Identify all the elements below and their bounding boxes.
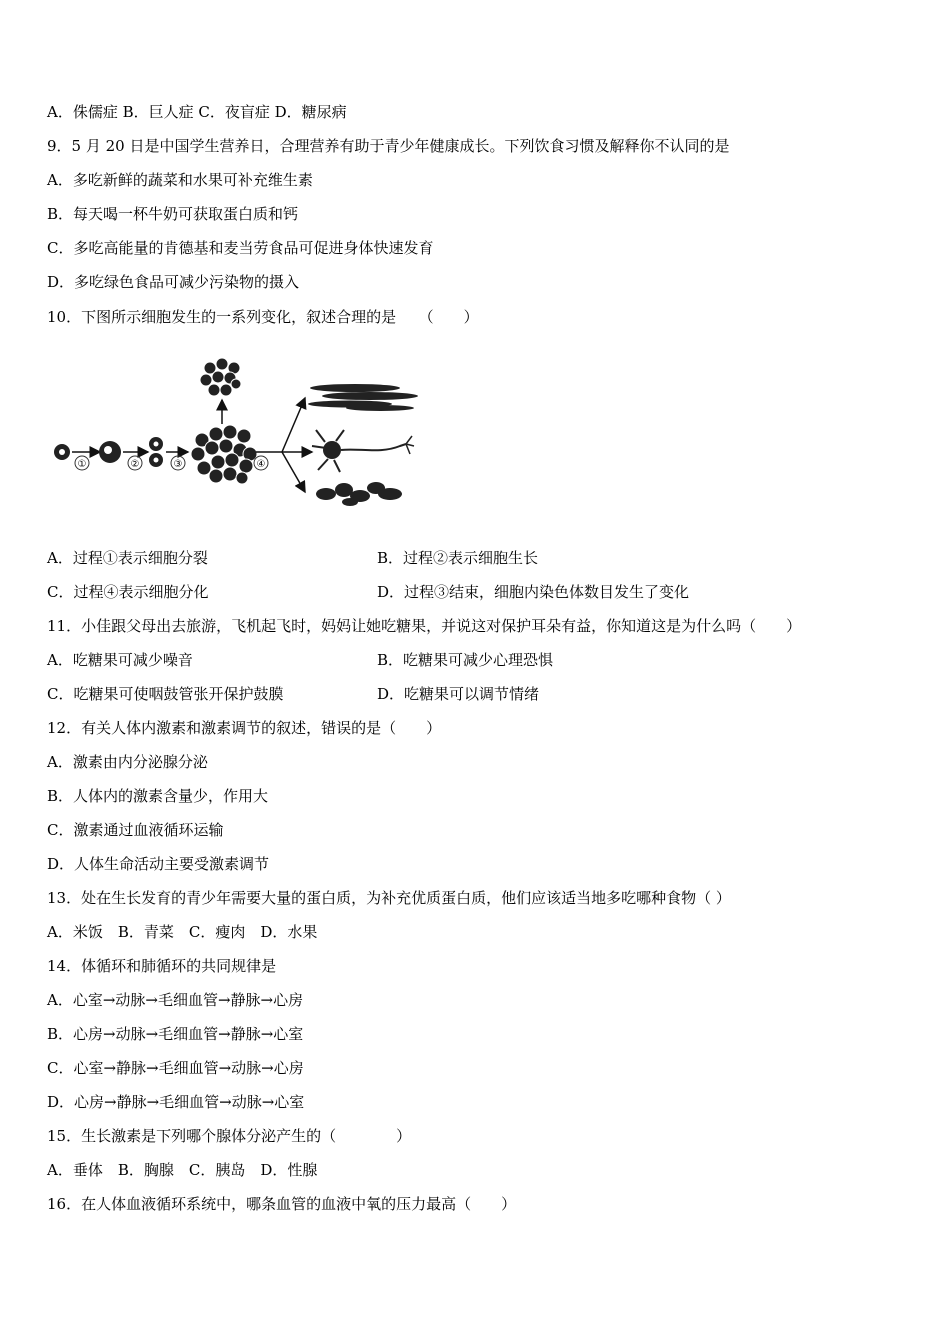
q9-option-b: B．每天喝一杯牛奶可获取蛋白质和钙 — [47, 205, 299, 223]
q13-stem: 13．处在生长发育的青少年需要大量的蛋白质，为补充优质蛋白质，他们应该适当地多吃哪种食物（ ） — [47, 889, 731, 907]
q11-stem: 11．小佳跟父母出去旅游，飞机起飞时，妈妈让她吃糖果，并说这对保护耳朵有益，你知道这是为什么吗（ ） — [47, 617, 802, 635]
single-cell — [54, 444, 70, 460]
q9-option-c: C．多吃高能量的肯德基和麦当劳食品可促进身体快速发育 — [47, 239, 434, 257]
arrow-4-up — [282, 398, 305, 452]
q12-option-d: D．人体生命活动主要受激素调节 — [47, 855, 270, 873]
q14-option-a: A．心室→动脉→毛细血管→静脉→心房 — [47, 991, 304, 1009]
label-1 — [75, 456, 89, 470]
q14-option-b: B．心房→动脉→毛细血管→静脉→心室 — [47, 1025, 304, 1043]
q12-option-a: A．激素由内分泌腺分泌 — [47, 753, 208, 771]
q9-stem: 9．5 月 20 日是中国学生营养日，合理营养有助于青少年健康成长。下列饮食习惯及解释你不认同的是 — [47, 137, 730, 155]
grown-cell — [99, 441, 121, 463]
q11-option-c: C．吃糖果可使咽鼓管张开保护鼓膜 — [47, 685, 284, 703]
q10-option-d: D．过程③结束，细胞内染色体数目发生了变化 — [377, 583, 690, 601]
q12-stem: 12．有关人体内激素和激素调节的叙述，错误的是（ ） — [47, 719, 442, 737]
svg-text:③: ③ — [173, 459, 183, 470]
svg-text:②: ② — [130, 459, 140, 470]
cell-change-figure — [50, 350, 430, 515]
svg-text:④: ④ — [256, 459, 266, 470]
q14-option-d: D．心房→静脉→毛细血管→动脉→心室 — [47, 1093, 305, 1111]
svg-text:①: ① — [77, 459, 87, 470]
q16-stem: 16．在人体血液循环系统中，哪条血管的血液中氧的压力最高（ ） — [47, 1195, 517, 1213]
arrow-4-down — [282, 452, 305, 492]
q15-stem: 15．生长激素是下列哪个腺体分泌产生的（ ） — [47, 1127, 412, 1145]
q12-option-b: B．人体内的激素含量少，作用大 — [47, 787, 269, 805]
nerve-cell — [312, 430, 414, 472]
q9-option-a: A．多吃新鲜的蔬菜和水果可补充维生素 — [47, 171, 313, 189]
q10-stem: 10．下图所示细胞发生的一系列变化，叙述合理的是 （ ） — [47, 308, 479, 326]
q9-option-d: D．多吃绿色食品可减少污染物的摄入 — [47, 273, 300, 291]
q8-options: A．侏儒症 B．巨人症 C．夜盲症 D．糖尿病 — [47, 103, 347, 121]
q14-option-c: C．心室→静脉→毛细血管→动脉→心房 — [47, 1059, 304, 1077]
upper-cluster — [200, 358, 241, 396]
q12-option-c: C．激素通过血液循环运输 — [47, 821, 224, 839]
q10-option-a: A．过程①表示细胞分裂 — [47, 549, 208, 567]
q13-options: A．米饭 B．青菜 C．瘦肉 D．水果 — [47, 923, 318, 941]
label-4 — [254, 456, 268, 470]
q14-stem: 14．体循环和肺循环的共同规律是 — [47, 957, 277, 975]
muscle-tissue — [308, 384, 418, 411]
q11-option-a: A．吃糖果可减少噪音 — [47, 651, 193, 669]
q10-option-b: B．过程②表示细胞生长 — [377, 549, 539, 567]
connective-tissue — [316, 482, 402, 506]
q10-option-c: C．过程④表示细胞分化 — [47, 583, 209, 601]
cell-diagram — [50, 350, 430, 515]
label-2 — [128, 456, 142, 470]
q15-options: A．垂体 B．胸腺 C．胰岛 D．性腺 — [47, 1161, 318, 1179]
q11-option-b: B．吃糖果可减少心理恐惧 — [377, 651, 554, 669]
q11-option-d: D．吃糖果可以调节情绪 — [377, 685, 540, 703]
two-cells — [149, 437, 163, 467]
label-3 — [171, 456, 185, 470]
cell-cluster — [191, 425, 257, 484]
